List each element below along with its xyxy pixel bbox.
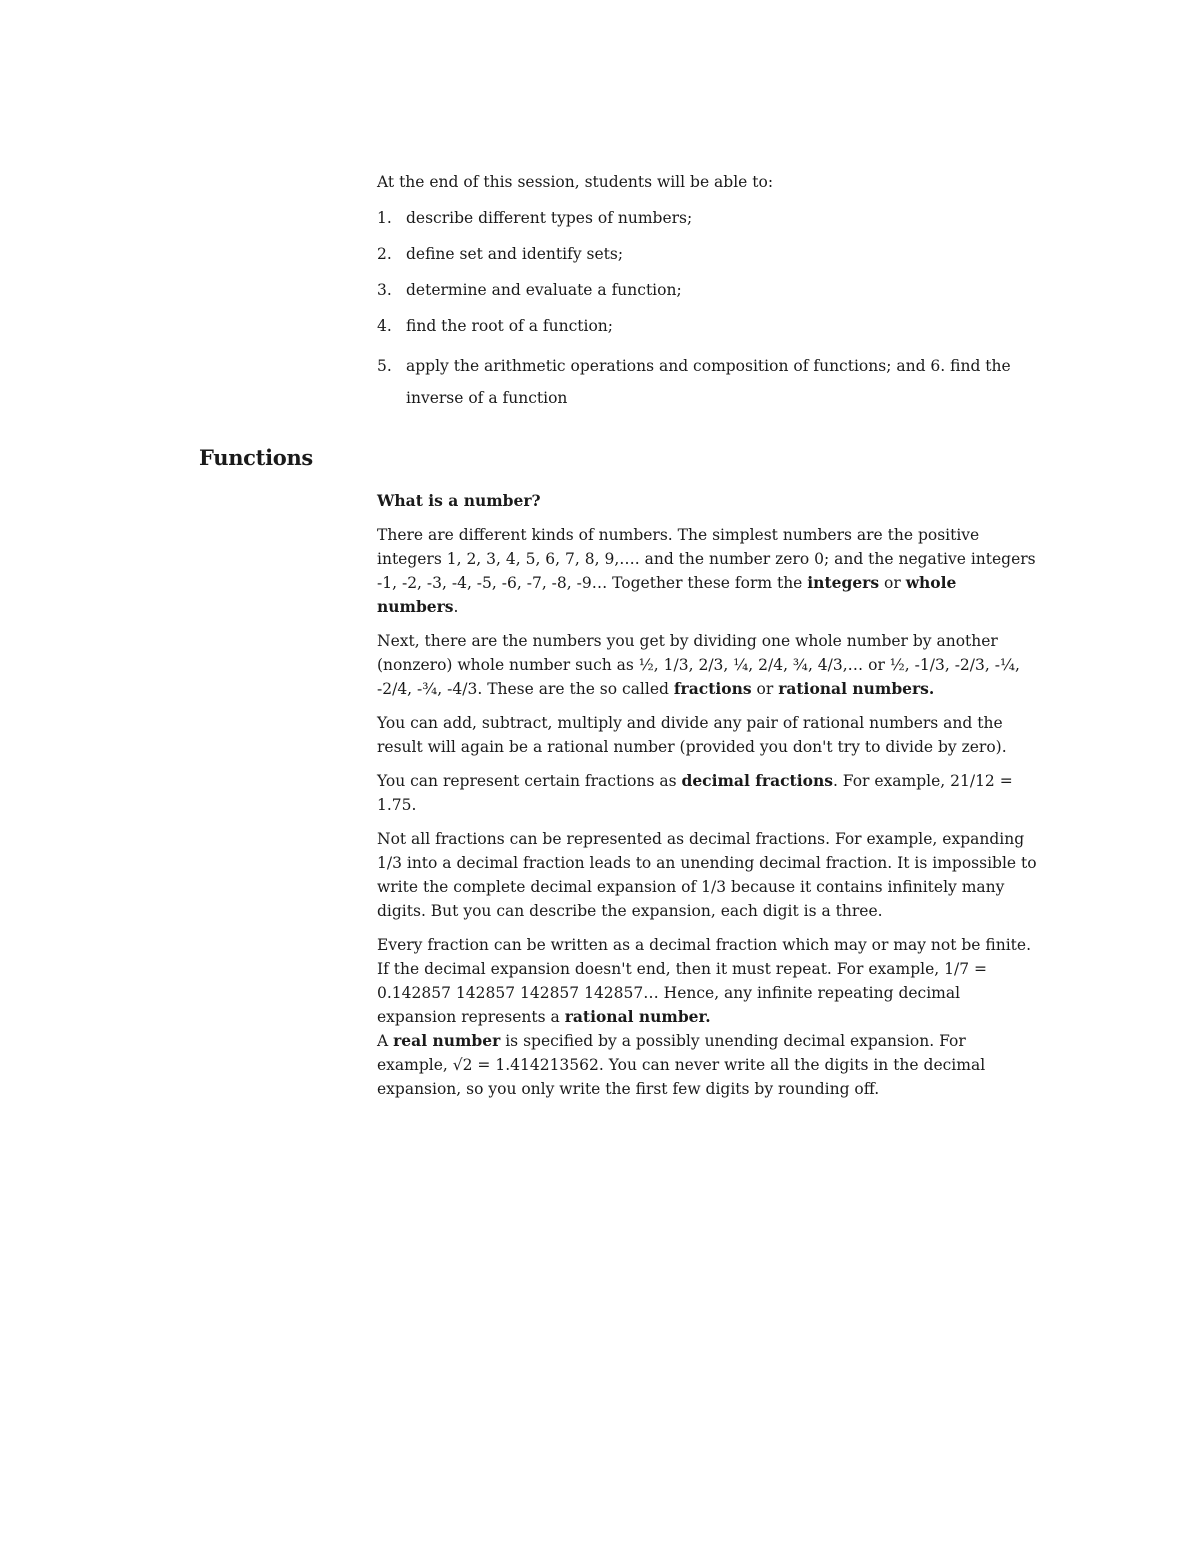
list-item-text: define set and identify sets; bbox=[406, 245, 624, 263]
list-item bbox=[377, 350, 1037, 414]
term-integers: integers bbox=[807, 573, 880, 592]
paragraph-text: or bbox=[879, 574, 906, 592]
objectives-intro: At the end of this session, students will be able to: bbox=[377, 173, 774, 191]
term-real-number: real number bbox=[393, 1031, 501, 1050]
list-item-number: 3. bbox=[377, 281, 392, 299]
paragraph-text: or bbox=[751, 680, 779, 698]
paragraph-decimal-fractions bbox=[377, 769, 1037, 817]
paragraph-text: . bbox=[453, 598, 459, 616]
paragraph-unending-decimals: Not all fractions can be represented as decimal fractions. For example, expanding 1/3 into a decimal fraction leads to an unending decimal fraction. It is impossible to write the complete decimal expansion of 1/3 because it contains infinitely many digits. But you can describe the expansion, each digit is a three. bbox=[377, 830, 1037, 920]
paragraph-fractions bbox=[377, 629, 1037, 701]
list-item-text: determine and evaluate a function; bbox=[406, 281, 682, 299]
subheading: What is a number? bbox=[377, 491, 541, 510]
list-item-number: 5. bbox=[377, 357, 392, 375]
term-decimal-fractions: decimal fractions bbox=[681, 771, 833, 790]
list-item-number: 4. bbox=[377, 317, 392, 335]
list-item-text: find the root of a function; bbox=[406, 317, 613, 335]
paragraph-text: . For example, 21/12 = 1.75. bbox=[377, 772, 1013, 814]
section-body bbox=[377, 489, 1037, 1111]
list-item bbox=[377, 242, 1037, 266]
objectives-list bbox=[377, 206, 1037, 414]
paragraph-text: is specified by a possibly unending decimal expansion. For example, √2 = 1.414213562. You can never write all the digits in the decimal expansion, so you only write the first few digits by rounding off. bbox=[377, 1032, 986, 1098]
list-item-number: 1. bbox=[377, 209, 392, 227]
paragraph-operations: You can add, subtract, multiply and divide any pair of rational numbers and the result will again be a rational number (provided you don't try to divide by zero). bbox=[377, 714, 1007, 756]
term-fractions: fractions bbox=[673, 679, 752, 698]
list-item-number: 2. bbox=[377, 245, 392, 263]
list-item bbox=[377, 278, 1037, 302]
term-rational-number: rational number. bbox=[564, 1007, 711, 1026]
paragraph-text: Every fraction can be written as a decimal fraction which may or may not be finite. If the decimal expansion doesn't end, then it must repeat. For example, 1/7 = 0.142857 142857 142857 142857… Hence, any infinite repeating decimal expansion represents a bbox=[377, 936, 1032, 1026]
section-heading: Functions bbox=[199, 445, 313, 470]
learning-objectives bbox=[377, 170, 1037, 426]
paragraph-integers bbox=[377, 523, 1037, 619]
paragraph-text: There are different kinds of numbers. The simplest numbers are the positive integers 1, 2, 3, 4, 5, 6, 7, 8, 9,…. and the number zero 0; and the negative integers -1, -2, -3, -4, -5, -6, -7, -8, -9… Together these form the bbox=[377, 526, 1036, 592]
list-item-text: describe different types of numbers; bbox=[406, 209, 693, 227]
paragraph-real-numbers bbox=[377, 1029, 1037, 1101]
list-item bbox=[377, 314, 1037, 338]
term-whole-numbers: whole numbers bbox=[377, 573, 957, 616]
paragraph-text: A bbox=[377, 1032, 394, 1050]
list-item-text: apply the arithmetic operations and composition of functions; and 6. find the inverse of a function bbox=[406, 357, 1011, 407]
paragraph-text: Next, there are the numbers you get by dividing one whole number by another (nonzero) whole number such as ½, 1/3, 2/3, ¼, 2/4, ¾, 4/3,… or ½, -1/3, -2/3, -¼, -2/4, -¾, -4/3. These are the so called bbox=[377, 632, 1020, 698]
list-item bbox=[377, 206, 1037, 230]
term-rational-numbers: rational numbers. bbox=[778, 679, 935, 698]
paragraph-repeating-decimals bbox=[377, 933, 1037, 1029]
paragraph-text: You can represent certain fractions as bbox=[377, 772, 682, 790]
